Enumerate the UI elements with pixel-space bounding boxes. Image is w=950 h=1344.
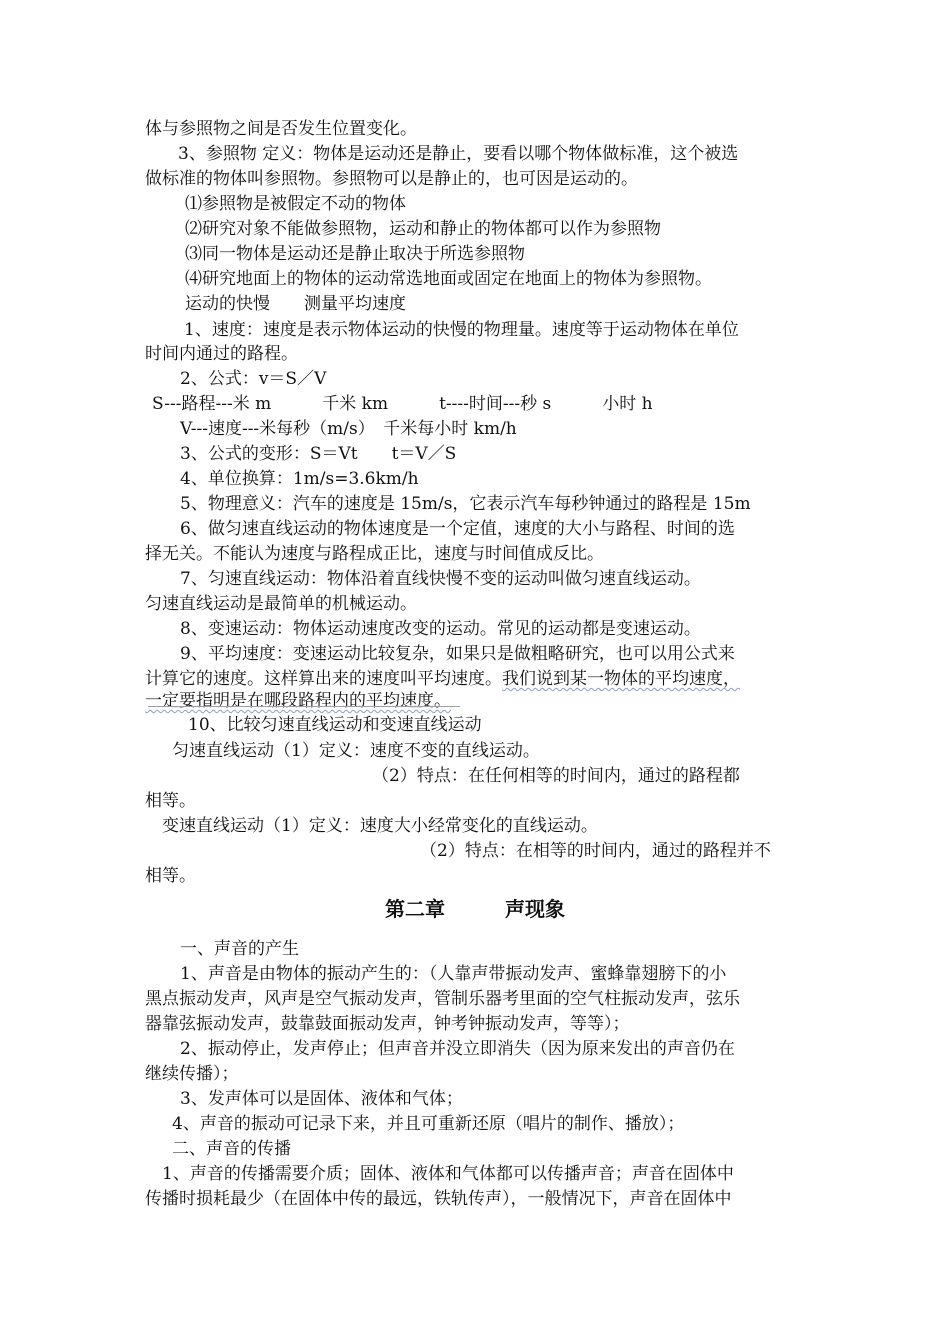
text-line: ⑷研究地面上的物体的运动常选地面或固定在地面上的物体为参照物。 bbox=[185, 269, 712, 289]
section-heading: 一、声音的产生 bbox=[180, 939, 299, 959]
text-line: 相等。 bbox=[145, 866, 196, 886]
text-line: 匀速直线运动（1）定义：速度不变的直线运动。 bbox=[172, 741, 540, 761]
text-line: 3、发声体可以是固体、液体和气体； bbox=[180, 1089, 463, 1109]
horizontal-rule bbox=[148, 706, 460, 707]
spellcheck-underlined-text: 我们说到某一物体的平均速度， bbox=[502, 669, 740, 689]
text-line: 4、声音的振动可记录下来，并且可重新还原（唱片的制作、播放）； bbox=[172, 1114, 685, 1134]
text-line bbox=[145, 690, 451, 712]
text-line: 10、比较匀速直线运动和变速直线运动 bbox=[188, 715, 482, 735]
text-line: （2）特点：在相等的时间内，通过的路程并不 bbox=[420, 841, 771, 861]
text-line: 1、速度：速度是表示物体运动的快慢的物理量。速度等于运动物体在单位 bbox=[184, 320, 739, 340]
text-line: ⑶同一物体是运动还是静止取决于所选参照物 bbox=[185, 244, 525, 264]
text-line: 变速直线运动（1）定义：速度大小经常变化的直线运动。 bbox=[162, 816, 598, 836]
text-line: 6、做匀速直线运动的物体速度是一个定值，速度的大小与路程、时间的选 bbox=[180, 519, 735, 539]
text-line: （2）特点：在任何相等的时间内，通过的路程都 bbox=[372, 766, 740, 786]
text-line: ⑵研究对象不能做参照物，运动和静止的物体都可以作为参照物 bbox=[185, 219, 661, 239]
text-line: 匀速直线运动是最简单的机械运动。 bbox=[145, 594, 417, 614]
text-line: 做标准的物体叫参照物。参照物可以是静止的，也可因是运动的。 bbox=[145, 169, 638, 189]
section-heading: 运动的快慢 测量平均速度 bbox=[185, 294, 406, 314]
text-line: 7、匀速直线运动：物体沿着直线快慢不变的运动叫做匀速直线运动。 bbox=[180, 569, 701, 589]
text-line: 4、单位换算：1m/s=3.6km/h bbox=[180, 469, 419, 489]
text-line: 体与参照物之间是否发生位置变化。 bbox=[145, 119, 417, 139]
section-heading: 二、声音的传播 bbox=[172, 1139, 291, 1159]
text-line: 黑点振动发声，风声是空气振动发声，管制乐器考里面的空气柱振动发声，弦乐 bbox=[145, 989, 740, 1009]
text-line bbox=[145, 668, 740, 690]
text-line: 8、变速运动：物体运动速度改变的运动。常见的运动都是变速运动。 bbox=[180, 619, 701, 639]
text-line: 继续传播）； bbox=[145, 1064, 239, 1084]
text-line: 相等。 bbox=[145, 791, 196, 811]
text-line: 2、振动停止，发声停止；但声音并没立即消失（因为原来发出的声音仍在 bbox=[180, 1039, 735, 1059]
text-line: S---路程---米 m 千米 km t----时间---秒 s 小时 h bbox=[152, 394, 653, 414]
text-line: 5、物理意义：汽车的速度是 15m/s，它表示汽车每秒钟通过的路程是 15m bbox=[180, 494, 751, 514]
text-line: V---速度---米每秒（m/s） 千米每小时 km/h bbox=[180, 419, 517, 439]
spellcheck-underlined-text: 一定要指明是在哪段路程内的平均速度。 bbox=[145, 691, 451, 711]
text-segment: 计算它的速度。这样算出来的速度叫平均速度。 bbox=[145, 669, 502, 689]
text-line: 器靠弦振动发声，鼓靠鼓面振动发声，钟考钟振动发声，等等）； bbox=[145, 1014, 630, 1034]
text-line: 2、公式：v＝S／V bbox=[180, 369, 327, 389]
text-line: 1、声音是由物体的振动产生的：（人靠声带振动发声、蜜蜂靠翅膀下的小 bbox=[180, 964, 727, 984]
chapter-title: 第二章 声现象 bbox=[385, 897, 565, 921]
text-line: 3、参照物 定义：物体是运动还是静止，要看以哪个物体做标准，这个被选 bbox=[178, 144, 739, 164]
text-line: ⑴参照物是被假定不动的物体 bbox=[185, 194, 406, 214]
text-line: 传播时损耗最少（在固体中传的最远，铁轨传声），一般情况下，声音在固体中 bbox=[145, 1189, 732, 1209]
text-line: 3、公式的变形：S＝Vt t＝V／S bbox=[180, 444, 457, 464]
text-line: 时间内通过的路程。 bbox=[145, 344, 298, 364]
text-line: 1、声音的传播需要介质；固体、液体和气体都可以传播声音；声音在固体中 bbox=[162, 1164, 734, 1184]
text-line: 择无关。不能认为速度与路程成正比，速度与时间值成反比。 bbox=[145, 544, 604, 564]
text-line: 9、平均速度：变速运动比较复杂，如果只是做粗略研究，也可以用公式来 bbox=[180, 644, 735, 664]
